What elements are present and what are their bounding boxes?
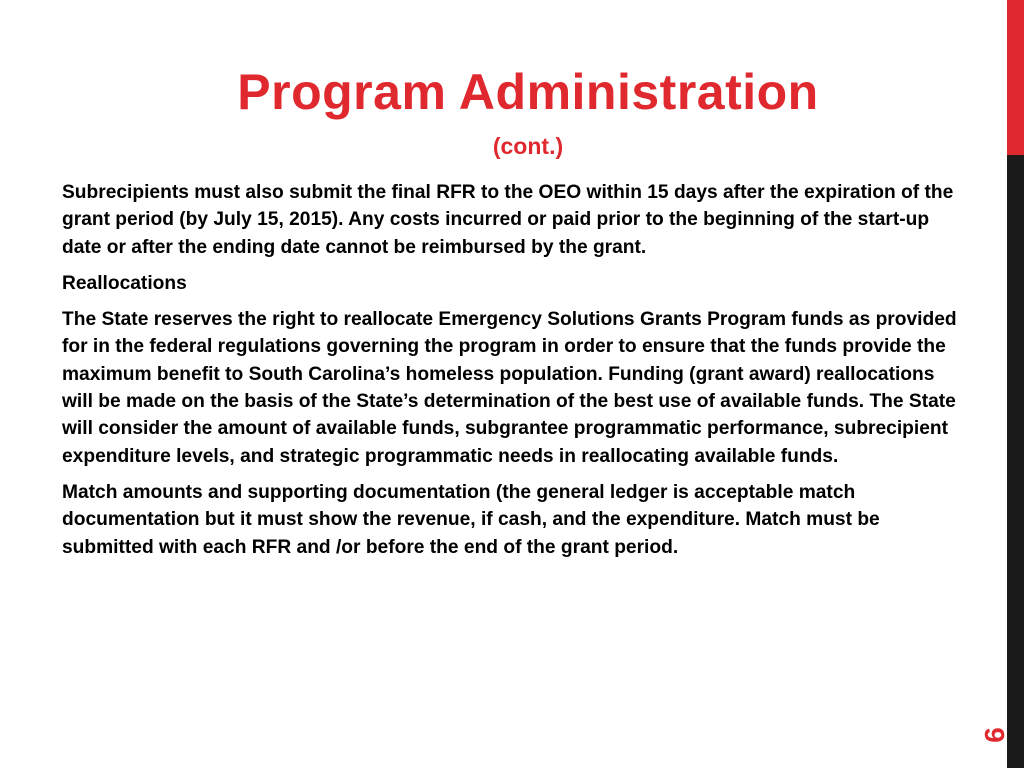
slide-body [62, 179, 967, 570]
paragraph-match-documentation: Match amounts and supporting documentation (the general ledger is acceptable match documentation but it must show the revenue, if cash, and the expenditure. Match must be submitted with each RFR and /or before the end of the grant period. [62, 481, 880, 558]
side-accent-bar-dark [1007, 155, 1024, 768]
slide-subtitle: (cont.) [492, 133, 564, 159]
page-number: 9 [979, 727, 1010, 743]
paragraph-reallocations-heading: Reallocations [62, 272, 187, 294]
slide-title: Program Administration [237, 64, 819, 120]
paragraph-final-rfr: Subrecipients must also submit the final RFR to the OEO within 15 days after the expiration of the grant period (by July 15, 2015). Any costs incurred or paid prior to the beginning of the start-up date or after the ending date cannot be reimbursed by the grant. [62, 182, 954, 258]
paragraph-reallocations-body: The State reserves the right to reallocate Emergency Solutions Grants Program funds as provided for in the federal regulations governing the program in order to ensure that the funds provide the maximum benefit to South Carolina’s homeless population. Funding (grant award) reallocations will be made on the basis of the State’s determination of the best use of available funds. The State will consider the amount of available funds, subgrantee programmatic performance, subrecipient expenditure levels, and strategic programmatic needs in reallocating available funds. [62, 309, 957, 467]
